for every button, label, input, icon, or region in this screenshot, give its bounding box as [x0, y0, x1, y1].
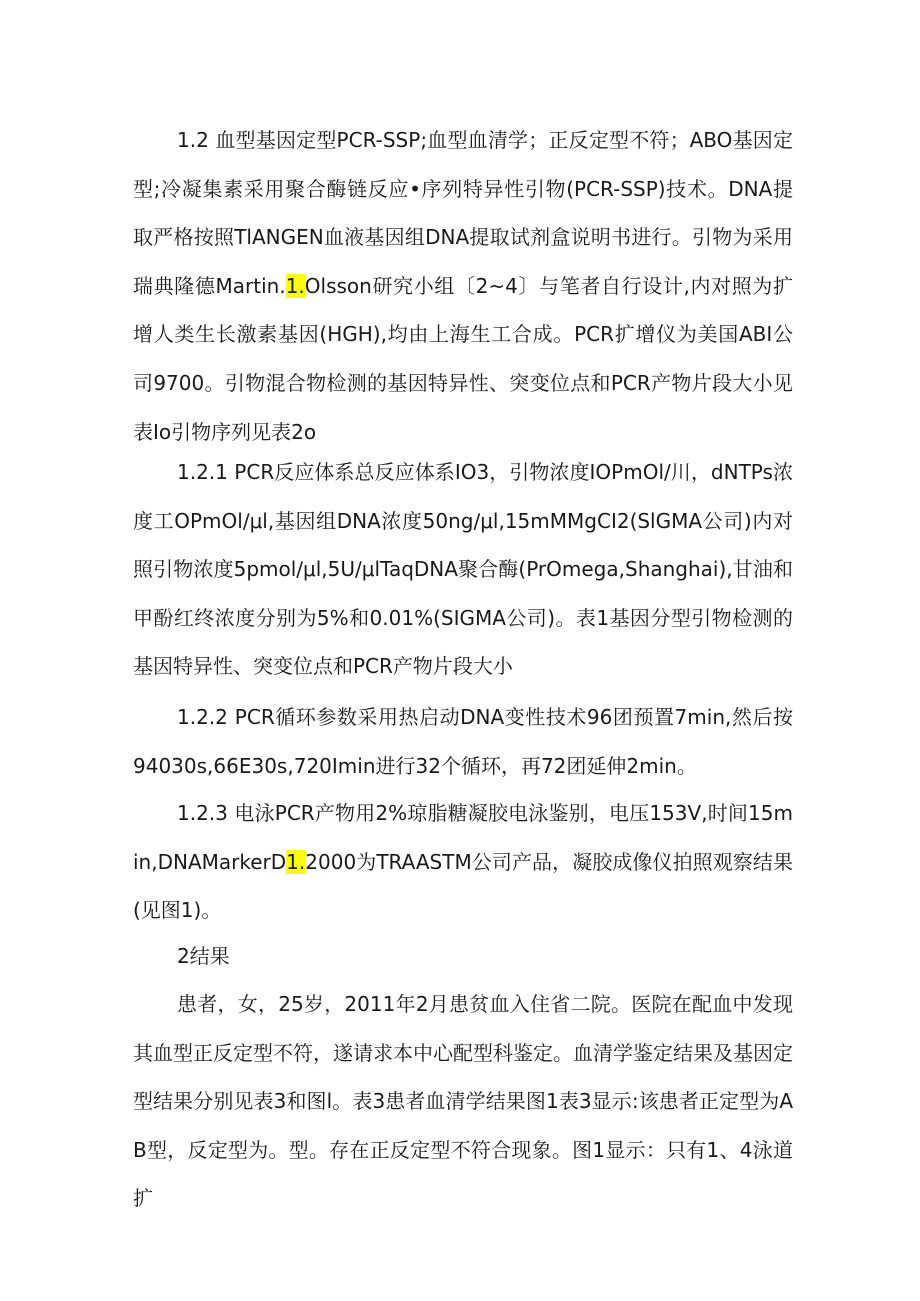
text-run: Olsson研究小组〔2~4〕与笔者自行设计,内对照为扩增人类生长激素基因(HGH),均由上海生工合成。PCR扩增仪为美国ABI公司9700。引物混合物检测的基因特异性、突变位点和PCR产物片段大小见表Io引物序列见表2o: [133, 273, 793, 444]
text-run: 2结果: [177, 944, 230, 968]
paragraph-section-1-2-3: [133, 789, 793, 935]
text-run: 1.2.3 电泳PCR产物用2%琼脂糖凝胶电泳鉴别，电压153V,时间15min,DNAMarkerD: [133, 801, 793, 874]
text-run: 1.2 血型基因定型PCR-SSP;血型血清学；正反定型不符；ABO基因定型;冷凝集素采用聚合酶链反应•序列特异性引物(PCR-SSP)技术。DNA提取严格按照TlANGEN血液基因组DNA提取试剂盒说明书进行。引物为采用瑞典隆德Martin.: [133, 128, 793, 298]
paragraph-patient-case: [133, 980, 793, 1223]
paragraph-section-1-2: [133, 116, 793, 456]
text-run: 2000为TRAASTM公司产品，凝胶成像仪拍照观察结果(见图1)。: [133, 849, 793, 923]
text-run: 1.2.1 PCR反应体系总反应体系IO3，引物浓度IOPmOl/川，dNTPs浓度工OPmOl∕μl,基因组DNA浓度50ng∕μl,15mMMgCI2(SlGMA公司)内对照引物浓度5pmol∕μl,5U∕μlTaqDNA聚合酶(PrOmega,Shanghai),甘油和甲酚红终浓度分别为5%和0.01%(SIGMA公司)。表1基因分型引物检测的基因特异性、突变位点和PCR产物片段大小: [133, 460, 793, 679]
text-run: 患者，女，25岁，2011年2月患贫血入住省二院。医院在配血中发现其血型正反定型不符，遂请求本中心配型科鉴定。血清学鉴定结果及基因定型结果分别见表3和图l。表3患者血清学结果图1表3显示:该患者正定型为AB型，反定型为。型。存在正反定型不符合现象。图1显示：只有1、4泳道扩: [133, 992, 793, 1211]
section-heading-results: [133, 932, 793, 981]
highlighted-text: 1.: [285, 273, 305, 298]
text-run: 1.2.2 PCR循环参数采用热启动DNA变性技术96团预置7min,然后按94030s,66E30s,720Imin进行32个循环，再72团延伸2min。: [133, 705, 793, 778]
paragraph-section-1-2-1: [133, 448, 793, 691]
highlighted-text: 1.: [286, 849, 306, 874]
paragraph-section-1-2-2: [133, 693, 793, 790]
